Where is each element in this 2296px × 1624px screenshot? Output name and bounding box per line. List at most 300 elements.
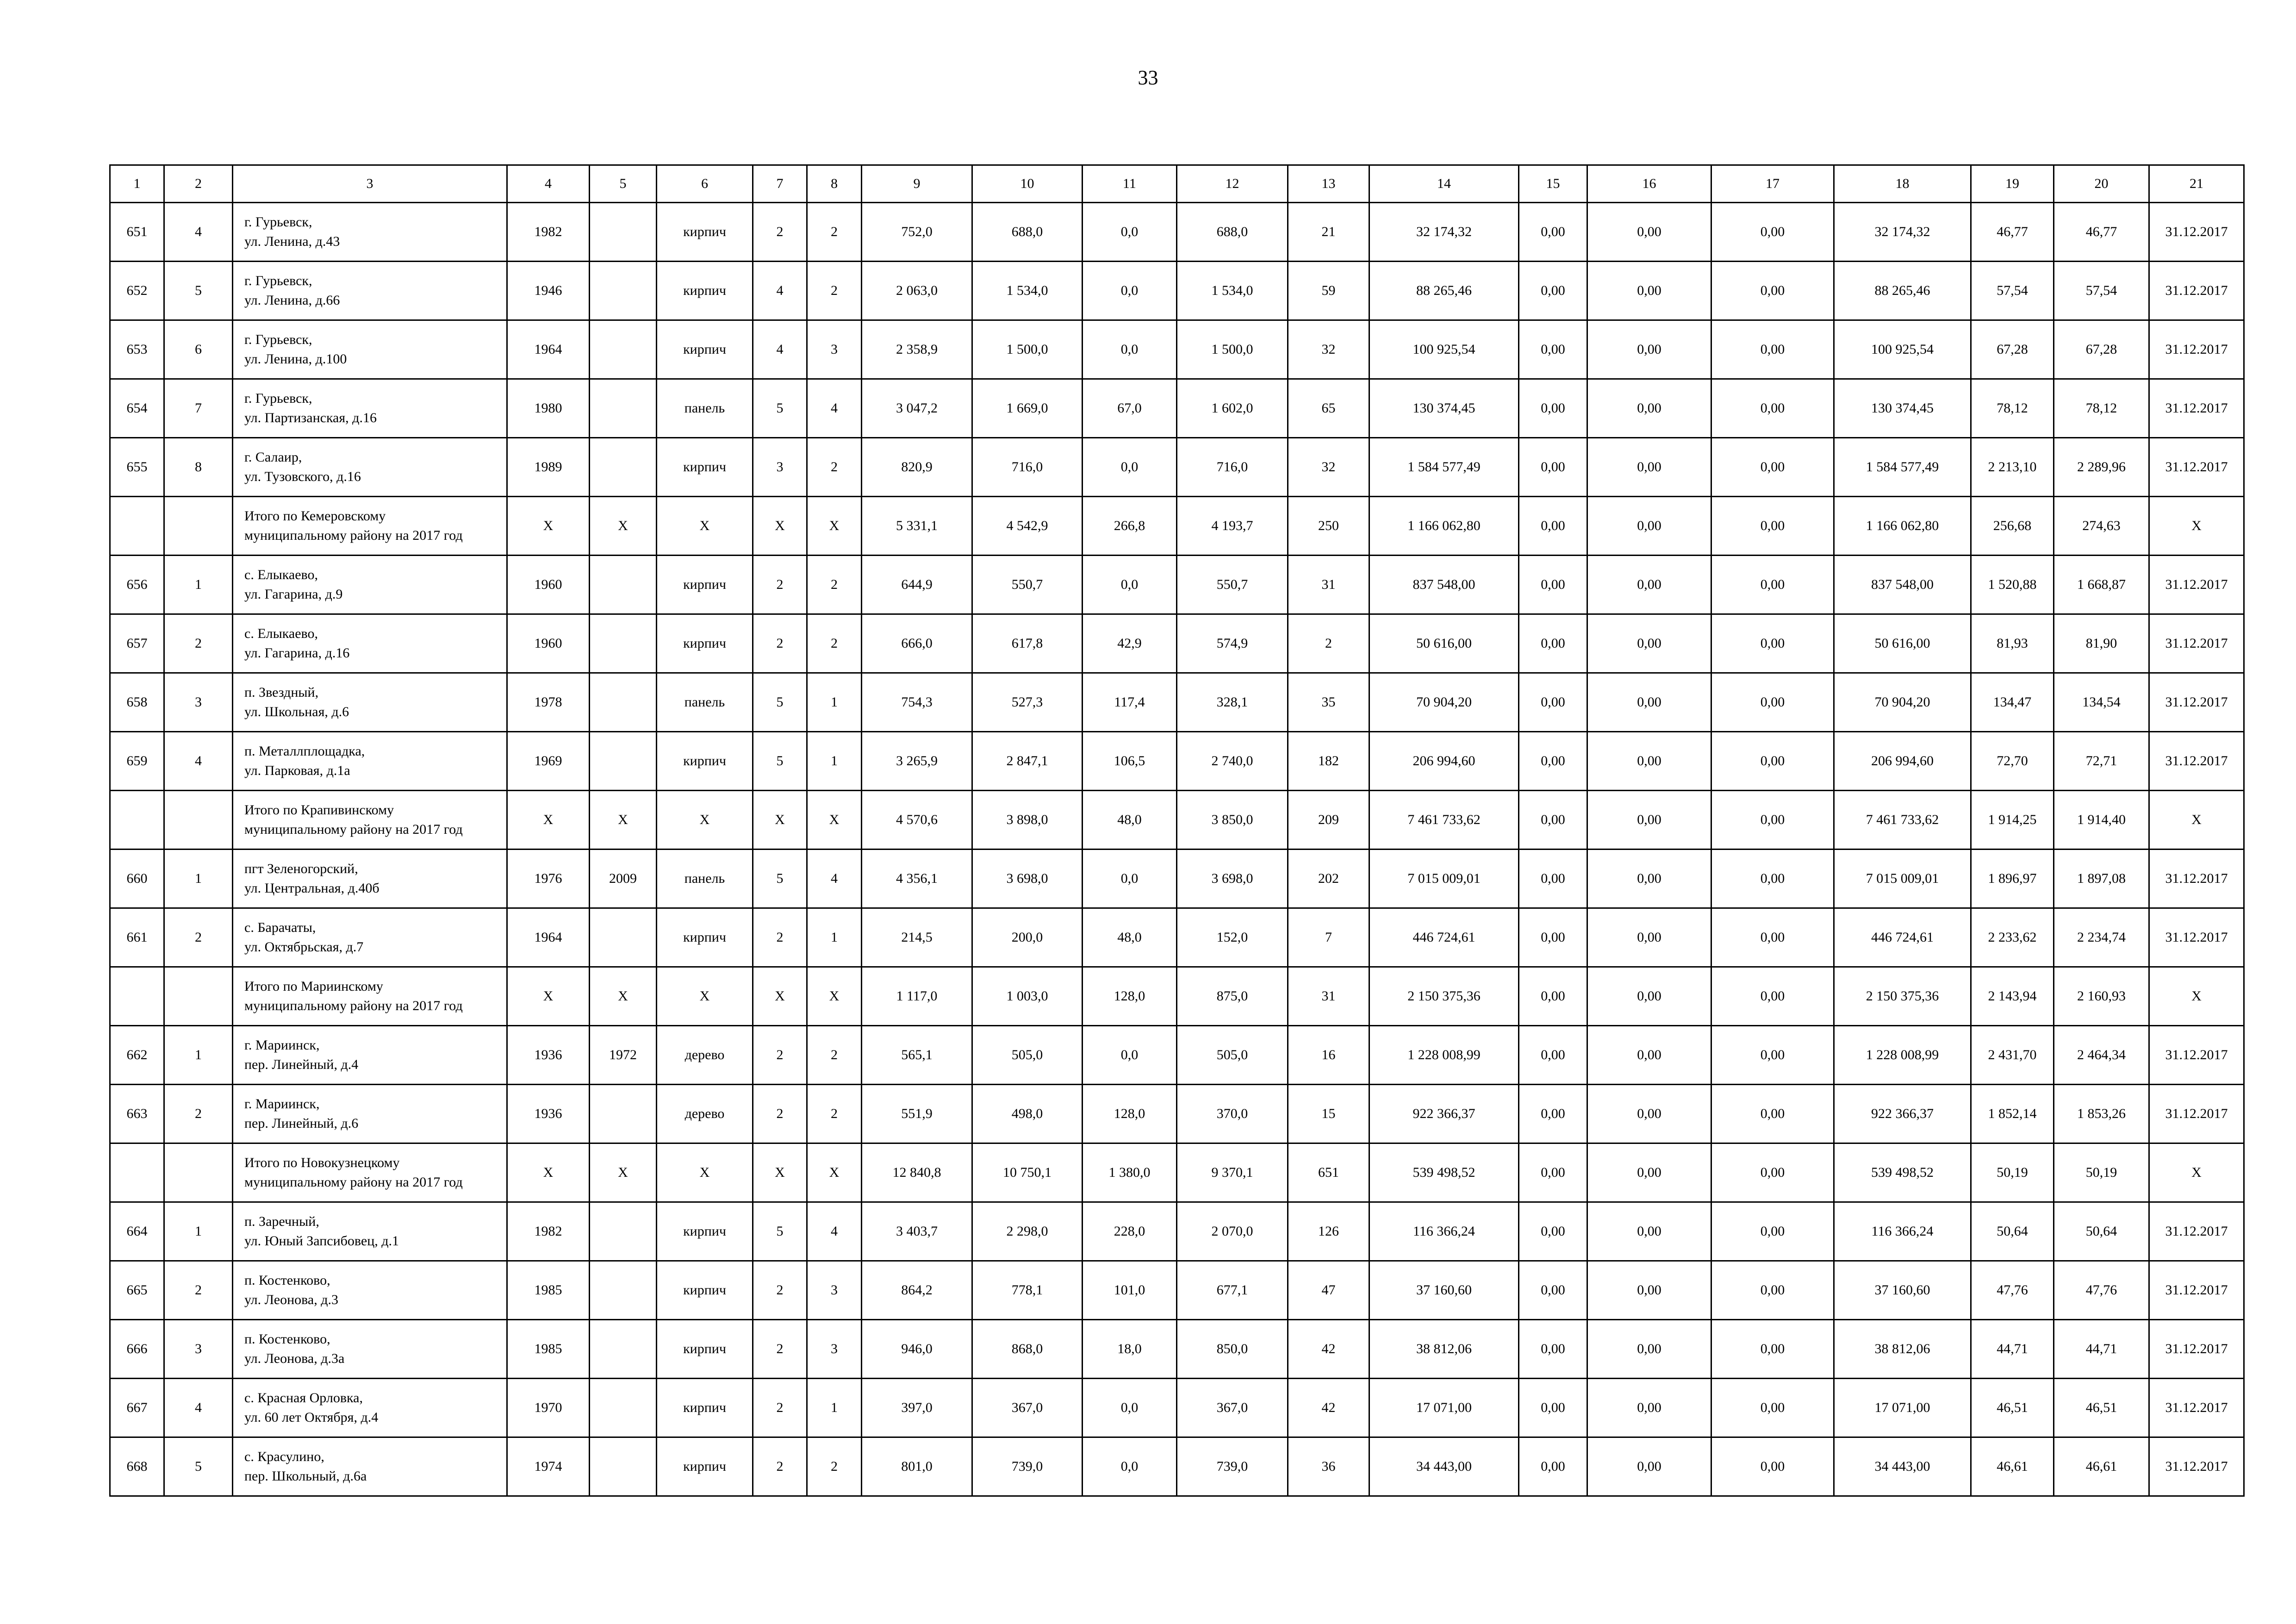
residents-cell: 31 [1288, 556, 1369, 614]
wall-material-cell: дерево [657, 1026, 753, 1085]
floors-cell: 2 [753, 908, 807, 967]
item-number-cell: 7 [164, 379, 233, 438]
subject-budget-cell: 0,00 [1587, 1026, 1711, 1085]
cost-per-sqm-cell: 1 852,14 [1971, 1085, 2054, 1143]
entrances-cell: 1 [807, 732, 862, 791]
floors-cell: 2 [753, 1261, 807, 1320]
local-budget-cell: 0,00 [1711, 614, 1834, 673]
entrances-cell: 4 [807, 379, 862, 438]
subject-budget-cell: 0,00 [1587, 1085, 1711, 1143]
subject-budget-cell: 0,00 [1587, 320, 1711, 379]
column-number-header: 4 [507, 165, 590, 203]
owners-funds-cell: 32 174,32 [1834, 203, 1971, 262]
private-area-cell: 328,1 [1177, 673, 1288, 732]
local-budget-cell: 0,00 [1711, 1202, 1834, 1261]
living-area-cell: 617,8 [972, 614, 1083, 673]
column-number-header: 12 [1177, 165, 1288, 203]
total-area-cell: 551,9 [862, 1085, 972, 1143]
row-number-cell: 663 [110, 1085, 164, 1143]
living-area-cell: 1 500,0 [972, 320, 1083, 379]
address-line: г. Гурьевск, [244, 332, 312, 347]
owners-funds-cell: 34 443,00 [1834, 1437, 1971, 1496]
column-number-header: 8 [807, 165, 862, 203]
wall-material-cell: кирпич [657, 908, 753, 967]
fund-cell: 0,00 [1519, 967, 1587, 1026]
owners-funds-cell: 7 461 733,62 [1834, 791, 1971, 849]
cost-per-sqm-cell: 2 431,70 [1971, 1026, 2054, 1085]
owners-funds-cell: 1 228 008,99 [1834, 1026, 1971, 1085]
residents-cell: 126 [1288, 1202, 1369, 1261]
column-number-header: 20 [2054, 165, 2149, 203]
renovation-year-cell: Х [590, 791, 657, 849]
local-budget-cell: 0,00 [1711, 908, 1834, 967]
cost-total-cell: 7 015 009,01 [1369, 849, 1519, 908]
deadline-cell: 31.12.2017 [2149, 614, 2244, 673]
cost-per-sqm-cell: 1 914,25 [1971, 791, 2054, 849]
municipal-area-cell: 1 380,0 [1083, 1143, 1177, 1202]
address-cell [233, 967, 507, 1026]
cost-per-sqm-cell: 46,77 [1971, 203, 2054, 262]
address-cell [233, 1202, 507, 1261]
row-number-cell: 658 [110, 673, 164, 732]
living-area-cell: 505,0 [972, 1026, 1083, 1085]
deadline-cell: 31.12.2017 [2149, 379, 2244, 438]
deadline-cell: Х [2149, 791, 2244, 849]
floors-cell: 2 [753, 1320, 807, 1379]
fund-cell: 0,00 [1519, 849, 1587, 908]
living-area-cell: 716,0 [972, 438, 1083, 497]
built-year-cell: 1946 [507, 262, 590, 320]
municipal-area-cell: 0,0 [1083, 849, 1177, 908]
subject-budget-cell: 0,00 [1587, 1261, 1711, 1320]
total-area-cell: 5 331,1 [862, 497, 972, 556]
municipal-area-cell: 48,0 [1083, 791, 1177, 849]
row-number-cell: 651 [110, 203, 164, 262]
address-line: ул. Парковая, д.1а [244, 763, 350, 778]
floors-cell: 5 [753, 732, 807, 791]
row-number-cell: 655 [110, 438, 164, 497]
fund-cell: 0,00 [1519, 673, 1587, 732]
column-number-header: 11 [1083, 165, 1177, 203]
column-number-header: 19 [1971, 165, 2054, 203]
renovation-year-cell [590, 1437, 657, 1496]
residents-cell: 651 [1288, 1143, 1369, 1202]
row-number-cell [110, 967, 164, 1026]
owners-funds-cell: 37 160,60 [1834, 1261, 1971, 1320]
cost-per-sqm-cell: 2 143,94 [1971, 967, 2054, 1026]
fund-cell: 0,00 [1519, 320, 1587, 379]
built-year-cell: 1960 [507, 614, 590, 673]
private-area-cell: 1 534,0 [1177, 262, 1288, 320]
item-number-cell: 2 [164, 614, 233, 673]
private-area-cell: 367,0 [1177, 1379, 1288, 1437]
fund-cell: 0,00 [1519, 1379, 1587, 1437]
subject-budget-cell: 0,00 [1587, 791, 1711, 849]
wall-material-cell: панель [657, 379, 753, 438]
address-line: г. Гурьевск, [244, 273, 312, 288]
subject-budget-cell: 0,00 [1587, 908, 1711, 967]
limit-cost-cell: 78,12 [2054, 379, 2149, 438]
residents-cell: 16 [1288, 1026, 1369, 1085]
subject-budget-cell: 0,00 [1587, 1202, 1711, 1261]
built-year-cell: 1936 [507, 1085, 590, 1143]
address-cell [233, 379, 507, 438]
item-number-cell: 5 [164, 262, 233, 320]
fund-cell: 0,00 [1519, 203, 1587, 262]
table-row [110, 203, 2244, 262]
renovation-year-cell [590, 614, 657, 673]
cost-total-cell: 70 904,20 [1369, 673, 1519, 732]
local-budget-cell: 0,00 [1711, 203, 1834, 262]
address-line: ул. Центральная, д.40б [244, 881, 380, 896]
entrances-cell: 4 [807, 849, 862, 908]
column-number-header: 1 [110, 165, 164, 203]
entrances-cell: 1 [807, 673, 862, 732]
residents-cell: 182 [1288, 732, 1369, 791]
entrances-cell: 3 [807, 1261, 862, 1320]
deadline-cell: 31.12.2017 [2149, 438, 2244, 497]
built-year-cell: 1970 [507, 1379, 590, 1437]
deadline-cell: Х [2149, 1143, 2244, 1202]
total-area-cell: 666,0 [862, 614, 972, 673]
private-area-cell: 677,1 [1177, 1261, 1288, 1320]
table-row [110, 320, 2244, 379]
address-line: Итого по Мариинскому [244, 979, 383, 994]
entrances-cell: 4 [807, 1202, 862, 1261]
address-cell [233, 1320, 507, 1379]
built-year-cell: 1964 [507, 908, 590, 967]
renovation-year-cell [590, 1202, 657, 1261]
limit-cost-cell: 67,28 [2054, 320, 2149, 379]
entrances-cell: 3 [807, 1320, 862, 1379]
total-area-cell: 946,0 [862, 1320, 972, 1379]
address-line: с. Елыкаево, [244, 567, 318, 582]
table-row [110, 1202, 2244, 1261]
limit-cost-cell: 134,54 [2054, 673, 2149, 732]
private-area-cell: 2 740,0 [1177, 732, 1288, 791]
cost-total-cell: 922 366,37 [1369, 1085, 1519, 1143]
cost-total-cell: 17 071,00 [1369, 1379, 1519, 1437]
address-line: ул. Партизанская, д.16 [244, 410, 377, 425]
municipal-area-cell: 0,0 [1083, 556, 1177, 614]
residents-cell: 202 [1288, 849, 1369, 908]
address-line: г. Гурьевск, [244, 214, 312, 230]
total-area-cell: 752,0 [862, 203, 972, 262]
owners-funds-cell: 2 150 375,36 [1834, 967, 1971, 1026]
subject-budget-cell: 0,00 [1587, 379, 1711, 438]
address-line: ул. Гагарина, д.9 [244, 587, 343, 602]
row-number-cell: 652 [110, 262, 164, 320]
row-number-cell: 661 [110, 908, 164, 967]
cost-total-cell: 88 265,46 [1369, 262, 1519, 320]
row-number-cell [110, 791, 164, 849]
fund-cell: 0,00 [1519, 732, 1587, 791]
address-cell [233, 438, 507, 497]
residents-cell: 42 [1288, 1320, 1369, 1379]
item-number-cell: 1 [164, 1202, 233, 1261]
subtotal-row [110, 967, 2244, 1026]
column-number-header: 13 [1288, 165, 1369, 203]
deadline-cell: 31.12.2017 [2149, 1437, 2244, 1496]
row-number-cell: 668 [110, 1437, 164, 1496]
subject-budget-cell: 0,00 [1587, 262, 1711, 320]
address-line: г. Мариинск, [244, 1037, 320, 1053]
limit-cost-cell: 50,19 [2054, 1143, 2149, 1202]
fund-cell: 0,00 [1519, 556, 1587, 614]
floors-cell: 2 [753, 614, 807, 673]
municipal-area-cell: 18,0 [1083, 1320, 1177, 1379]
built-year-cell: 1974 [507, 1437, 590, 1496]
owners-funds-cell: 50 616,00 [1834, 614, 1971, 673]
residents-cell: 47 [1288, 1261, 1369, 1320]
subject-budget-cell: 0,00 [1587, 556, 1711, 614]
table-row [110, 908, 2244, 967]
row-number-cell: 656 [110, 556, 164, 614]
row-number-cell: 654 [110, 379, 164, 438]
residents-cell: 42 [1288, 1379, 1369, 1437]
column-number-header: 6 [657, 165, 753, 203]
row-number-cell: 653 [110, 320, 164, 379]
total-area-cell: 801,0 [862, 1437, 972, 1496]
entrances-cell: 2 [807, 262, 862, 320]
table-row [110, 379, 2244, 438]
private-area-cell: 505,0 [1177, 1026, 1288, 1085]
total-area-cell: 214,5 [862, 908, 972, 967]
limit-cost-cell: 2 234,74 [2054, 908, 2149, 967]
wall-material-cell: кирпич [657, 1379, 753, 1437]
private-area-cell: 370,0 [1177, 1085, 1288, 1143]
cost-total-cell: 1 166 062,80 [1369, 497, 1519, 556]
limit-cost-cell: 1 853,26 [2054, 1085, 2149, 1143]
address-line: с. Барачаты, [244, 920, 316, 935]
local-budget-cell: 0,00 [1711, 438, 1834, 497]
deadline-cell: 31.12.2017 [2149, 1320, 2244, 1379]
renovation-year-cell: Х [590, 1143, 657, 1202]
owners-funds-cell: 446 724,61 [1834, 908, 1971, 967]
deadline-cell: Х [2149, 497, 2244, 556]
owners-funds-cell: 38 812,06 [1834, 1320, 1971, 1379]
item-number-cell: 2 [164, 1085, 233, 1143]
entrances-cell: 2 [807, 203, 862, 262]
row-number-cell: 660 [110, 849, 164, 908]
private-area-cell: 716,0 [1177, 438, 1288, 497]
owners-funds-cell: 922 366,37 [1834, 1085, 1971, 1143]
deadline-cell: 31.12.2017 [2149, 908, 2244, 967]
column-number-header: 10 [972, 165, 1083, 203]
limit-cost-cell: 46,61 [2054, 1437, 2149, 1496]
total-area-cell: 12 840,8 [862, 1143, 972, 1202]
cost-per-sqm-cell: 78,12 [1971, 379, 2054, 438]
page-number: 33 [1138, 66, 1158, 89]
municipal-area-cell: 117,4 [1083, 673, 1177, 732]
deadline-cell: Х [2149, 967, 2244, 1026]
housing-register-table [109, 164, 2245, 1497]
wall-material-cell: кирпич [657, 614, 753, 673]
entrances-cell: Х [807, 967, 862, 1026]
deadline-cell: 31.12.2017 [2149, 320, 2244, 379]
address-cell [233, 556, 507, 614]
owners-funds-cell: 1 166 062,80 [1834, 497, 1971, 556]
total-area-cell: 3 265,9 [862, 732, 972, 791]
local-budget-cell: 0,00 [1711, 732, 1834, 791]
built-year-cell: 1969 [507, 732, 590, 791]
subject-budget-cell: 0,00 [1587, 1320, 1711, 1379]
renovation-year-cell [590, 320, 657, 379]
address-cell [233, 1026, 507, 1085]
address-line: муниципальному району на 2017 год [244, 822, 463, 837]
private-area-cell: 3 698,0 [1177, 849, 1288, 908]
private-area-cell: 152,0 [1177, 908, 1288, 967]
column-number-header: 7 [753, 165, 807, 203]
address-cell [233, 614, 507, 673]
item-number-cell: 1 [164, 556, 233, 614]
item-number-cell: 1 [164, 849, 233, 908]
built-year-cell: 1936 [507, 1026, 590, 1085]
cost-total-cell: 837 548,00 [1369, 556, 1519, 614]
subject-budget-cell: 0,00 [1587, 967, 1711, 1026]
limit-cost-cell: 44,71 [2054, 1320, 2149, 1379]
subtotal-row [110, 1143, 2244, 1202]
living-area-cell: 3 698,0 [972, 849, 1083, 908]
address-line: ул. Леонова, д.3 [244, 1292, 339, 1307]
subtotal-row [110, 791, 2244, 849]
fund-cell: 0,00 [1519, 1143, 1587, 1202]
cost-per-sqm-cell: 2 233,62 [1971, 908, 2054, 967]
limit-cost-cell: 46,51 [2054, 1379, 2149, 1437]
item-number-cell: 4 [164, 1379, 233, 1437]
cost-total-cell: 7 461 733,62 [1369, 791, 1519, 849]
entrances-cell: 2 [807, 1085, 862, 1143]
renovation-year-cell [590, 379, 657, 438]
subject-budget-cell: 0,00 [1587, 438, 1711, 497]
floors-cell: Х [753, 1143, 807, 1202]
row-number-cell [110, 497, 164, 556]
entrances-cell: Х [807, 497, 862, 556]
address-line: с. Красулино, [244, 1449, 324, 1464]
address-line: ул. Леонова, д.3а [244, 1351, 345, 1366]
cost-total-cell: 130 374,45 [1369, 379, 1519, 438]
table-row [110, 556, 2244, 614]
living-area-cell: 2 298,0 [972, 1202, 1083, 1261]
built-year-cell: 1978 [507, 673, 590, 732]
municipal-area-cell: 48,0 [1083, 908, 1177, 967]
fund-cell: 0,00 [1519, 908, 1587, 967]
deadline-cell: 31.12.2017 [2149, 1026, 2244, 1085]
floors-cell: 2 [753, 203, 807, 262]
address-line: п. Металлплощадка, [244, 743, 365, 759]
column-number-header: 17 [1711, 165, 1834, 203]
living-area-cell: 527,3 [972, 673, 1083, 732]
fund-cell: 0,00 [1519, 791, 1587, 849]
floors-cell: 4 [753, 320, 807, 379]
floors-cell: Х [753, 791, 807, 849]
address-line: ул. 60 лет Октября, д.4 [244, 1410, 379, 1425]
subject-budget-cell: 0,00 [1587, 849, 1711, 908]
table-row [110, 262, 2244, 320]
column-number-header: 15 [1519, 165, 1587, 203]
column-number-header: 14 [1369, 165, 1519, 203]
owners-funds-cell: 130 374,45 [1834, 379, 1971, 438]
address-cell [233, 1085, 507, 1143]
table-row [110, 614, 2244, 673]
municipal-area-cell: 106,5 [1083, 732, 1177, 791]
residents-cell: 35 [1288, 673, 1369, 732]
table-row [110, 1261, 2244, 1320]
limit-cost-cell: 57,54 [2054, 262, 2149, 320]
living-area-cell: 367,0 [972, 1379, 1083, 1437]
entrances-cell: 2 [807, 1026, 862, 1085]
municipal-area-cell: 0,0 [1083, 203, 1177, 262]
renovation-year-cell [590, 262, 657, 320]
built-year-cell: 1982 [507, 203, 590, 262]
owners-funds-cell: 837 548,00 [1834, 556, 1971, 614]
renovation-year-cell [590, 1379, 657, 1437]
owners-funds-cell: 1 584 577,49 [1834, 438, 1971, 497]
wall-material-cell: кирпич [657, 203, 753, 262]
column-number-header: 5 [590, 165, 657, 203]
entrances-cell: 1 [807, 908, 862, 967]
deadline-cell: 31.12.2017 [2149, 203, 2244, 262]
limit-cost-cell: 274,63 [2054, 497, 2149, 556]
renovation-year-cell [590, 673, 657, 732]
private-area-cell: 574,9 [1177, 614, 1288, 673]
address-line: с. Красная Орловка, [244, 1390, 363, 1405]
private-area-cell: 2 070,0 [1177, 1202, 1288, 1261]
cost-total-cell: 2 150 375,36 [1369, 967, 1519, 1026]
floors-cell: 2 [753, 1026, 807, 1085]
fund-cell: 0,00 [1519, 497, 1587, 556]
item-number-cell: 6 [164, 320, 233, 379]
living-area-cell: 1 669,0 [972, 379, 1083, 438]
owners-funds-cell: 100 925,54 [1834, 320, 1971, 379]
subject-budget-cell: 0,00 [1587, 673, 1711, 732]
subject-budget-cell: 0,00 [1587, 203, 1711, 262]
residents-cell: 59 [1288, 262, 1369, 320]
owners-funds-cell: 70 904,20 [1834, 673, 1971, 732]
residents-cell: 65 [1288, 379, 1369, 438]
address-line: г. Салаир, [244, 450, 302, 465]
cost-per-sqm-cell: 57,54 [1971, 262, 2054, 320]
floors-cell: 3 [753, 438, 807, 497]
municipal-area-cell: 0,0 [1083, 1026, 1177, 1085]
item-number-cell: 5 [164, 1437, 233, 1496]
row-number-cell [110, 1143, 164, 1202]
municipal-area-cell: 228,0 [1083, 1202, 1177, 1261]
local-budget-cell: 0,00 [1711, 1320, 1834, 1379]
cost-total-cell: 206 994,60 [1369, 732, 1519, 791]
deadline-cell: 31.12.2017 [2149, 849, 2244, 908]
entrances-cell: Х [807, 1143, 862, 1202]
municipal-area-cell: 128,0 [1083, 1085, 1177, 1143]
residents-cell: 209 [1288, 791, 1369, 849]
row-number-cell: 662 [110, 1026, 164, 1085]
total-area-cell: 2 063,0 [862, 262, 972, 320]
cost-per-sqm-cell: 2 213,10 [1971, 438, 2054, 497]
item-number-cell [164, 497, 233, 556]
address-cell [233, 320, 507, 379]
column-number-header: 9 [862, 165, 972, 203]
table-row [110, 673, 2244, 732]
address-line: п. Звездный, [244, 685, 319, 700]
built-year-cell: 1982 [507, 1202, 590, 1261]
built-year-cell: Х [507, 967, 590, 1026]
deadline-cell: 31.12.2017 [2149, 262, 2244, 320]
local-budget-cell: 0,00 [1711, 1379, 1834, 1437]
address-cell [233, 673, 507, 732]
built-year-cell: 1989 [507, 438, 590, 497]
address-line: пер. Линейный, д.4 [244, 1057, 359, 1072]
address-cell [233, 908, 507, 967]
